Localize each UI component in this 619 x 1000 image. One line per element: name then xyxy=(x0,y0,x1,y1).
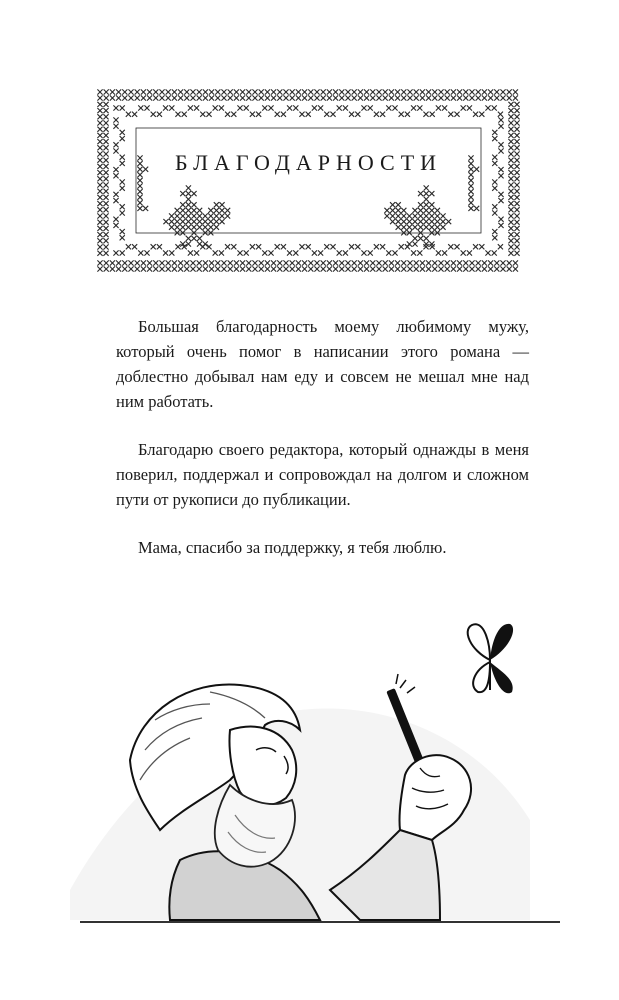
paragraph-editor: Благодарю своего редактора, который однажды в меня поверил, поддержал и сопровождал на долгом и сложном пути от рукописи до публикации. xyxy=(116,440,529,509)
paragraph-husband: Большая благодарность моему любимому мужу, который очень помог в написании этого романа — доблестно добывал нам еду и совсем не мешал мне над ним работать. xyxy=(116,317,529,411)
paragraph-mother: Мама, спасибо за поддержку, я тебя люблю. xyxy=(138,538,447,557)
frame-border-stitches xyxy=(97,89,519,271)
butterfly-icon xyxy=(468,624,513,693)
acknowledgements-text xyxy=(116,314,529,583)
cross-stitch-frame xyxy=(96,88,521,273)
page-title: БЛАГОДАРНОСТИ xyxy=(174,150,443,175)
old-man-illustration xyxy=(60,600,580,930)
